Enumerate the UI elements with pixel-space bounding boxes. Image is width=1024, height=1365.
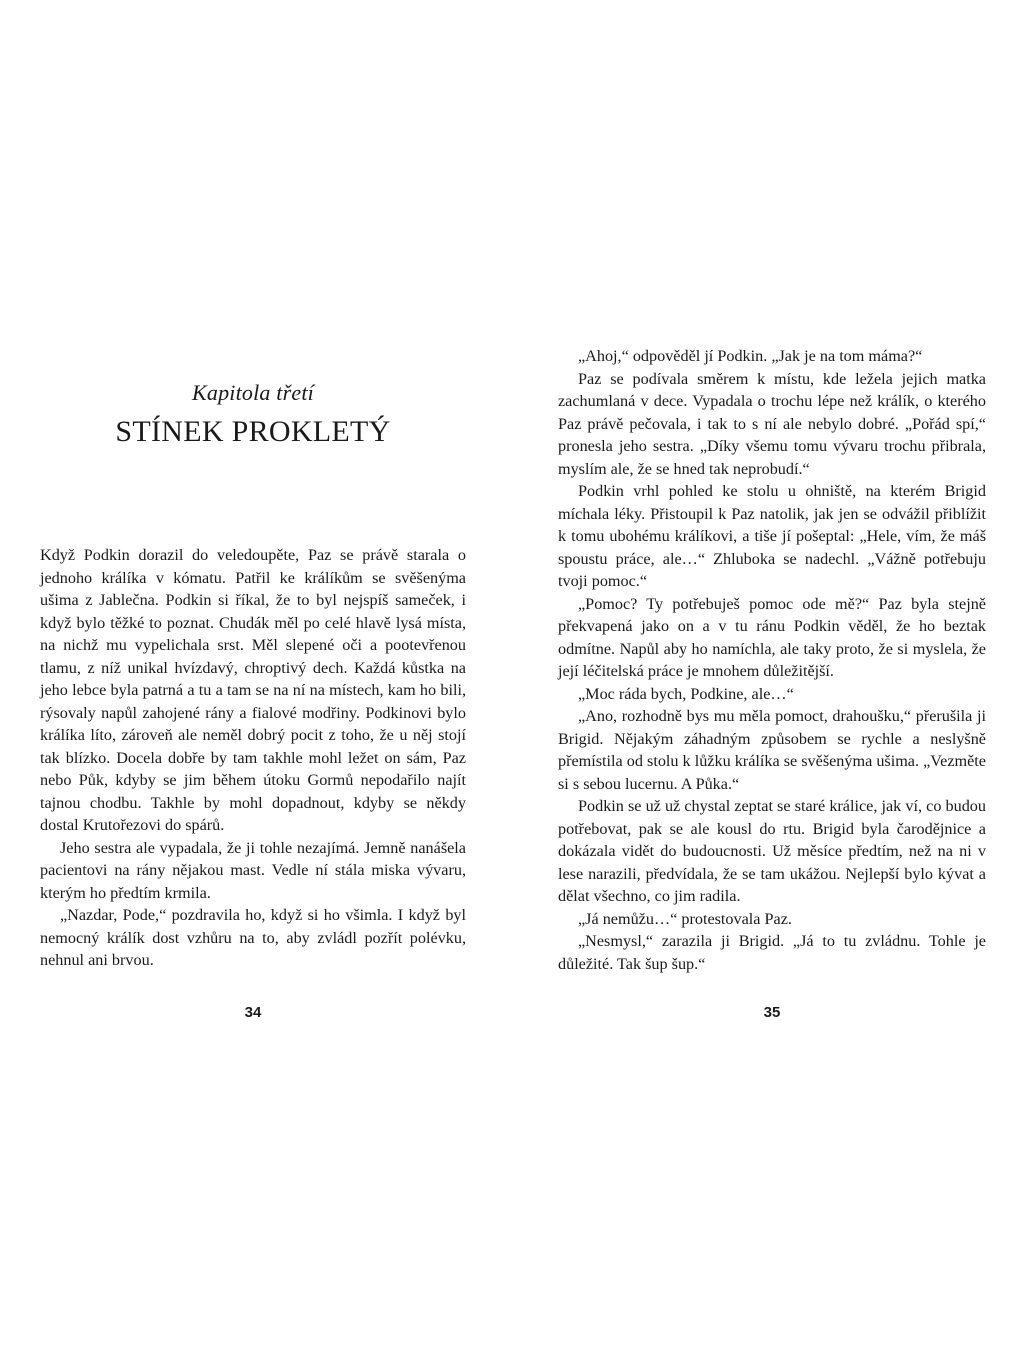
paragraph: Podkin vrhl pohled ke stolu u ohniště, na kterém Brigid míchala léky. Přistoupil k Paz natolik, jak jen se odvážil přiblížit k tomu ubohému králíkovi, a tiše jí pošeptal: „Hele, vím, že máš spoustu práce, ale…“ Zhluboka se nadechl. „Vážně potřebuju tvoji pomoc.“ [558, 482, 986, 590]
right-page [558, 0, 986, 1365]
paragraph: Paz se podívala směrem k místu, kde ležela jejich matka zachumlaná v dece. Vypadala o trochu lépe než králík, o kterého Paz právě pečovala, i tak to s ní ale nebylo dobré. „Pořád spí,“ pronesla jeho sestra. „Díky všemu tomu vývaru trochu přibrala, myslím ale, že se hned tak neprobudí.“ [558, 369, 986, 478]
right-page-body [558, 345, 986, 975]
paragraph: „Nazdar, Pode,“ pozdravila ho, když si ho všimla. I když byl nemocný králík dost vzhůru na to, aby zvládl pozřít polévku, nehnul ani brvou. [40, 906, 466, 969]
paragraph: „Já nemůžu…“ protestovala Paz. [578, 909, 792, 928]
paragraph: Když Podkin dorazil do veledoupěte, Paz se právě starala o jednoho králíka v kómatu. Patřil ke králíkům se svěšenýma ušima z Jablečna. Podkin si říkal, že to byl nejspíš sameček, i když bylo těžké to poznat. Chudák měl po celé hlavě lysá místa, na nichž mu vypelichala srst. Měl slepené oči a pootevřenou tlamu, z níž unikal hvízdavý, chroptivý dech. Každá kůstka na jeho lebce byla patrná a tu a tam se na ní na místech, kam ho bili, rýsovaly napůl zahojené rány a fialové modřiny. Podkinovi bylo králíka líto, zároveň ale neměl dobrý pocit z toho, že u něj stojí tak blízko. Docela dobře by tam takhle mohl ležet on sám, Paz nebo Půk, kdyby se jim během útoku Gormů nepodařilo najít tajnou chodbu. Takhle by mohl dopadnout, kdyby se někdy dostal Krutořezovi do spárů. [40, 546, 466, 834]
paragraph: Podkin se už už chystal zeptat se staré králice, jak ví, co budou potřebovat, pak se ale kousl do rtu. Brigid byla čarodějnice a dokázala vidět do budoucnosti. Už měsíce předtím, než na ni v lese narazili, předvídala, že se tam ukážou. Nejlepší bylo kývat a dělat všechno, co jim radila. [558, 797, 986, 905]
paragraph: Jeho sestra ale vypadala, že ji tohle nezajímá. Jemně nanášela pacientovi na rány nějakou mast. Vedle ní stála miska vývaru, kterým ho předtím krmila. [40, 838, 466, 902]
paragraph: „Nesmysl,“ zarazila ji Brigid. „Já to tu zvládnu. Tohle je důležité. Tak šup šup.“ [558, 932, 986, 973]
page-number: 35 [763, 1004, 781, 1021]
paragraph: „Pomoc? Ty potřebuješ pomoc ode mě?“ Paz byla stejně překvapená jako on a v tu ránu Podkin věděl, že ho beztak odmítne. Napůl aby ho namíchla, ale taky proto, že si myslela, že její léčitelská práce je mnohem důležitější. [558, 594, 986, 680]
paragraph: „Ahoj,“ odpověděl jí Podkin. „Jak je na tom máma?“ [578, 347, 923, 365]
paragraph: „Moc ráda bych, Podkine, ale…“ [578, 684, 794, 703]
chapter-heading [40, 378, 466, 450]
left-page-body [40, 544, 466, 972]
page-number: 34 [244, 1004, 262, 1021]
left-page [40, 0, 466, 1365]
chapter-title: STÍNEK PROKLETÝ [115, 415, 391, 448]
paragraph: „Ano, rozhodně bys mu měla pomoct, drahoušku,“ přerušila ji Brigid. Nějakým záhadným způsobem se rychle a neslyšně přemístila od stolu k lůžku králíka se svěšenýma ušima. „Vezměte si s sebou lucernu. A Půka.“ [558, 707, 986, 793]
chapter-label: Kapitola třetí [192, 380, 314, 405]
